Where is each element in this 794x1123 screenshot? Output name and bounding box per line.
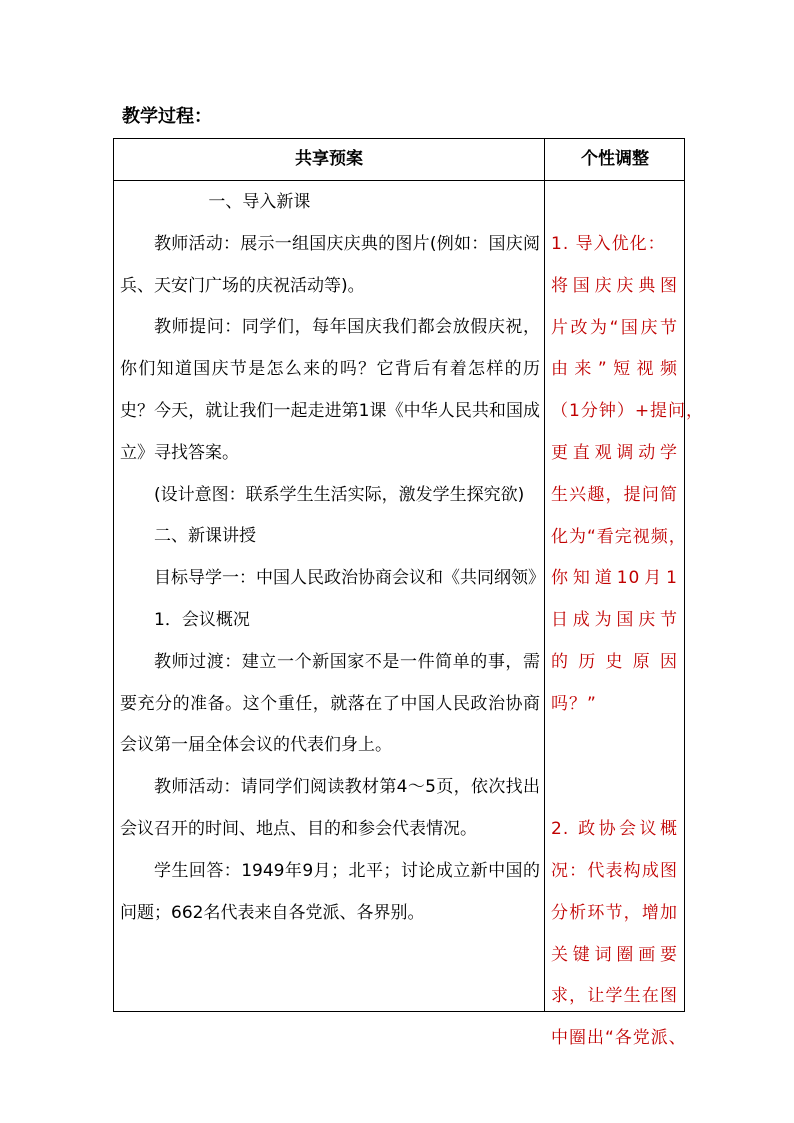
personal-adjustment-column [551, 224, 705, 1060]
paragraph-student-answer: 学生回答：1949年9月；北平；讨论成立新中国的问题；662名代表来自各党派、各界别。 [120, 860, 540, 923]
section-title-intro: 一、导入新课 [208, 192, 311, 212]
note-line: 你知道10月1 [551, 568, 678, 589]
section-heading: 教学过程： [122, 106, 212, 127]
header-divider [114, 180, 684, 181]
note-line: 中圈出“各党派、 [551, 1028, 687, 1049]
paragraph-goal-one: 目标导学一：中国人民政治协商会议和《共同纲领》 [154, 568, 545, 589]
paragraph-teacher-activity-reading: 教师活动：请同学们阅读教材第4～5页，依次找出会议召开的时间、地点、目的和参会代表情况。 [120, 777, 540, 839]
subsection-meeting-overview: 1．会议概况 [154, 609, 250, 630]
note-line: （1分钟）+提问， [551, 401, 705, 422]
note-spacer [551, 726, 678, 810]
adjustment-note-meeting [551, 809, 687, 1060]
note-line: 日成为国庆节 [551, 610, 678, 631]
note-line: 的历史原因 [551, 651, 678, 672]
note-line: 分析环节，增加 [551, 902, 678, 923]
shared-plan-column [120, 182, 545, 934]
note-line: 2. 政协会议概 [551, 819, 678, 840]
section-title-new-lesson: 二、新课讲授 [154, 526, 256, 547]
header-personal-adjustment: 个性调整 [581, 149, 649, 169]
note-line: 化为“看完视频， [551, 526, 687, 547]
note-line: 将国庆庆典图 [551, 275, 678, 296]
paragraph-design-intent: (设计意图：联系学生生活实际，激发学生探究欲) [154, 484, 525, 505]
paragraph-teacher-transition: 教师过渡：建立一个新国家不是一件简单的事，需要充分的准备。这个重任，就落在了中国人民政治协商会议第一届全体会议的代表们身上。 [120, 651, 540, 756]
header-shared-plan: 共享预案 [295, 149, 363, 169]
note-line: 更直观调动学 [551, 442, 678, 463]
paragraph-teacher-question: 教师提问：同学们，每年国庆我们都会放假庆祝，你们知道国庆节是怎么来的吗？它背后有着怎样的历史？今天，就让我们一起走进第1课《中华人民共和国成立》寻找答案。 [120, 317, 540, 463]
note-line: 吗？” [551, 693, 597, 714]
note-line: 由来”短视频 [551, 359, 678, 380]
note-line: 片改为“国庆节 [551, 317, 678, 338]
lesson-table [113, 138, 705, 1049]
note-line: 关键词圈画要 [551, 944, 678, 965]
note-line: 况：代表构成图 [551, 860, 678, 881]
note-line: 求，让学生在图 [551, 986, 678, 1007]
note-line: 1. 导入优化： [551, 234, 666, 254]
paragraph-teacher-activity: 教师活动：展示一组国庆庆典的图片(例如：国庆阅兵、天安门广场的庆祝活动等)。 [120, 233, 540, 296]
note-line: 生兴趣，提问简 [551, 484, 678, 505]
adjustment-note-intro [551, 224, 705, 726]
